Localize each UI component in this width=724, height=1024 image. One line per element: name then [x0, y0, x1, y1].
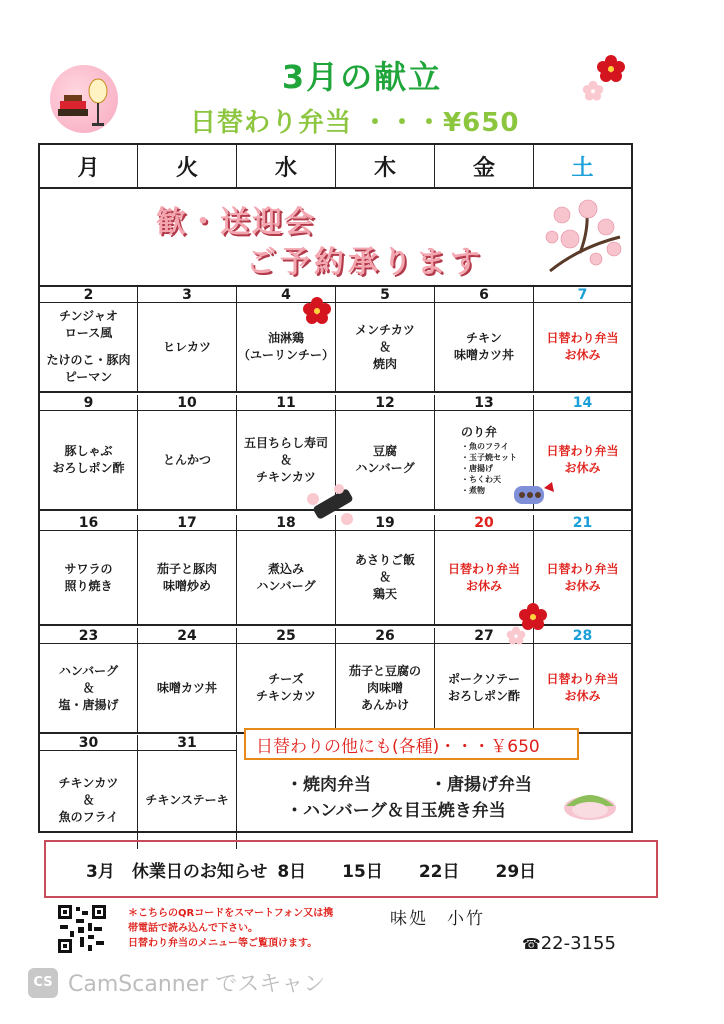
menu-line: お休み: [564, 578, 601, 593]
day-number: 30: [40, 735, 138, 751]
menu-line: （ユーリンチー）: [237, 348, 334, 362]
day-menu: [40, 411, 138, 511]
day-menu: [237, 644, 336, 734]
menu-line: ピーマン: [64, 370, 113, 384]
weekday-header: 火: [138, 145, 237, 189]
menu-line: 日替わり弁当: [447, 561, 520, 576]
day-menu: [534, 531, 631, 626]
other-menu-item: ・唐揚げ弁当: [430, 775, 532, 795]
day-number: 9: [40, 395, 138, 411]
menu-line: 油淋鶏: [267, 331, 304, 345]
day-number: 28: [534, 628, 631, 644]
day-number: 3: [138, 287, 237, 303]
qr-code-icon[interactable]: [58, 905, 106, 953]
day-number: 16: [40, 515, 138, 531]
qr-note-line: 日替わり弁当のメニュー等ご覧頂けます。: [128, 938, 318, 949]
day-number: 11: [237, 395, 336, 411]
pink-flower-icon: [506, 626, 526, 646]
day-menu: [435, 303, 534, 393]
menu-line: ＆: [82, 792, 95, 807]
menu-line: チキンカツ: [58, 775, 119, 790]
watermark-text: CamScanner でスキャン: [68, 972, 326, 997]
menu-sub-item: ・玉子焼セット: [461, 453, 517, 462]
menu-line: お休み: [564, 348, 601, 362]
menu-line: ハンバーグ: [256, 578, 316, 593]
camscanner-logo-icon: CS: [28, 968, 58, 998]
menu-line: 味噌炒め: [162, 578, 211, 593]
day-menu: [138, 644, 237, 734]
menu-line: メンチカツ: [355, 322, 415, 337]
menu-line: 焼肉: [372, 356, 397, 371]
menu-line: あさりご飯: [354, 553, 415, 567]
menu-line: 茄子と豚肉: [156, 561, 217, 576]
menu-line: おろしポン酢: [447, 689, 520, 703]
page-title: 3月の献立: [281, 58, 443, 96]
day-number: 19: [336, 515, 435, 531]
day-menu: [138, 751, 237, 849]
menu-line: 魚のフライ: [58, 809, 119, 824]
ehomaki-sushi-roll-icon: [305, 483, 355, 528]
day-number: 27: [435, 628, 534, 644]
menu-line: 日替わり弁当: [546, 561, 619, 576]
day-menu: [40, 751, 138, 849]
menu-line: あんかけ: [360, 697, 409, 712]
other-menu-item: ・ハンバーグ＆目玉焼き弁当: [286, 801, 506, 821]
banner-line-1: 歓・送迎会: [156, 205, 316, 240]
day-menu: [138, 531, 237, 626]
menu-line: ヒレカツ: [162, 339, 211, 354]
menu-line: ＆: [279, 452, 292, 467]
menu-line: ロース風: [64, 326, 113, 340]
menu-line: 茄子と豆腐の: [348, 663, 421, 678]
menu-line: お休み: [564, 461, 601, 475]
menu-line: チンジャオ: [59, 309, 118, 323]
menu-sub-item: ・魚のフライ: [461, 442, 509, 451]
closed-date: 15日: [342, 861, 383, 882]
day-menu: [138, 411, 237, 511]
menu-line: ハンバーグ: [58, 663, 119, 678]
menu-line: チキン: [466, 331, 502, 345]
phone-number: [522, 933, 616, 954]
menu-line: 煮込み: [267, 561, 304, 576]
day-number: 6: [435, 287, 534, 303]
closed-days-notice: [44, 840, 658, 898]
sakura-mochi-icon: [560, 786, 620, 822]
menu-line: 五目ちらし寿司: [243, 435, 328, 450]
menu-line: 味噌カツ丼: [453, 348, 514, 362]
menu-line: ＆: [378, 570, 391, 584]
menu-line: 肉味噌: [366, 680, 403, 695]
day-number: 25: [237, 628, 336, 644]
day-menu: [336, 531, 435, 626]
closed-date: 29日: [495, 861, 537, 882]
day-menu: [336, 644, 435, 734]
banner-line-2: ご予約承ります: [246, 245, 484, 280]
menu-line: ポークソテー: [447, 672, 520, 686]
day-menu: [534, 644, 631, 734]
menu-line: とんかつ: [162, 452, 211, 467]
day-number: 12: [336, 395, 435, 411]
weekday-header: 水: [237, 145, 336, 189]
day-menu: [40, 644, 138, 734]
day-number: 18: [237, 515, 336, 531]
day-number: 31: [138, 735, 237, 751]
day-menu: [336, 303, 435, 393]
day-number: 24: [138, 628, 237, 644]
day-number: 17: [138, 515, 237, 531]
menu-line: 豆腐: [372, 444, 397, 458]
day-menu: [40, 303, 138, 393]
sakura-branch-icon: [540, 197, 626, 277]
day-number: 5: [336, 287, 435, 303]
menu-line: 豚しゃぶ: [64, 444, 113, 458]
menu-line: ＆: [82, 680, 95, 695]
weekday-header: 月: [40, 145, 138, 189]
menu-line: サワラの: [64, 561, 113, 576]
day-number: 20: [435, 515, 534, 531]
menu-line: お休み: [564, 689, 601, 703]
menu-line: たけのこ・豚肉: [46, 353, 131, 367]
weekday-header: 金: [435, 145, 534, 189]
day-menu: [435, 644, 534, 734]
phone-number-text: 22-3155: [540, 933, 616, 954]
event-banner: [40, 189, 631, 287]
other-menu-box: 日替わりの他にも(各種)・・・￥650: [244, 728, 579, 760]
day-number: 10: [138, 395, 237, 411]
day-menu: [237, 531, 336, 626]
menu-sub-item: ・ちくわ天: [461, 475, 501, 484]
day-menu: [138, 303, 237, 393]
menu-line: 日替わり弁当: [546, 672, 619, 686]
menu-line: 味噌カツ丼: [156, 680, 217, 695]
day-number: 13: [435, 395, 534, 411]
menu-line: 日替わり弁当: [546, 444, 619, 458]
day-menu: [40, 531, 138, 626]
plum-flower-icon: [302, 296, 332, 326]
menu-line: チキンカツ: [256, 469, 316, 484]
closed-date: 22日: [418, 861, 460, 882]
day-number: 4: [237, 287, 336, 303]
qr-note-line: 帯電話で読み込んで下さい。: [128, 923, 258, 934]
menu-line: ハンバーグ: [355, 461, 415, 475]
day-number: 2: [40, 287, 138, 303]
weekday-header: 木: [336, 145, 435, 189]
day-number: 21: [534, 515, 631, 531]
closed-date: 8日: [277, 861, 307, 882]
menu-sub-item: ・唐揚げ: [461, 464, 493, 473]
menu-line: チキンステーキ: [145, 792, 229, 807]
day-menu: [534, 303, 631, 393]
shop-name: 味処 小竹: [390, 909, 485, 929]
menu-line: 日替わり弁当: [546, 331, 619, 345]
menu-line: チキンカツ: [256, 689, 316, 703]
menu-line: ＆: [378, 339, 391, 354]
menu-line: のり弁: [461, 425, 498, 439]
menu-sub-item: ・煮物: [461, 486, 485, 495]
qr-instruction: [128, 906, 333, 951]
day-number: 7: [534, 287, 631, 303]
menu-line: おろしポン酢: [52, 461, 125, 475]
menu-line: 照り焼き: [64, 578, 113, 593]
day-number: 26: [336, 628, 435, 644]
chocolate-box-icon: [512, 478, 554, 508]
other-menu-item: ・焼肉弁当: [286, 775, 371, 795]
pink-flower-icon: [582, 80, 604, 102]
menu-line: 塩・唐揚げ: [58, 697, 119, 712]
menu-line: チーズ: [268, 672, 304, 686]
camscanner-watermark: [28, 967, 325, 998]
day-number: 23: [40, 628, 138, 644]
notice-label: 3月 休業日のお知らせ: [86, 861, 268, 882]
weekday-header: 土: [534, 145, 631, 189]
menu-line: お休み: [465, 578, 502, 593]
day-number: 14: [534, 395, 631, 411]
phone-icon: ☎: [522, 935, 541, 953]
menu-line: 鶏天: [372, 587, 397, 601]
qr-note-line: ＊こちらのQRコードをスマートフォン又は携: [128, 908, 334, 919]
page-subtitle: 日替わり弁当 ・・・¥650: [190, 108, 520, 138]
